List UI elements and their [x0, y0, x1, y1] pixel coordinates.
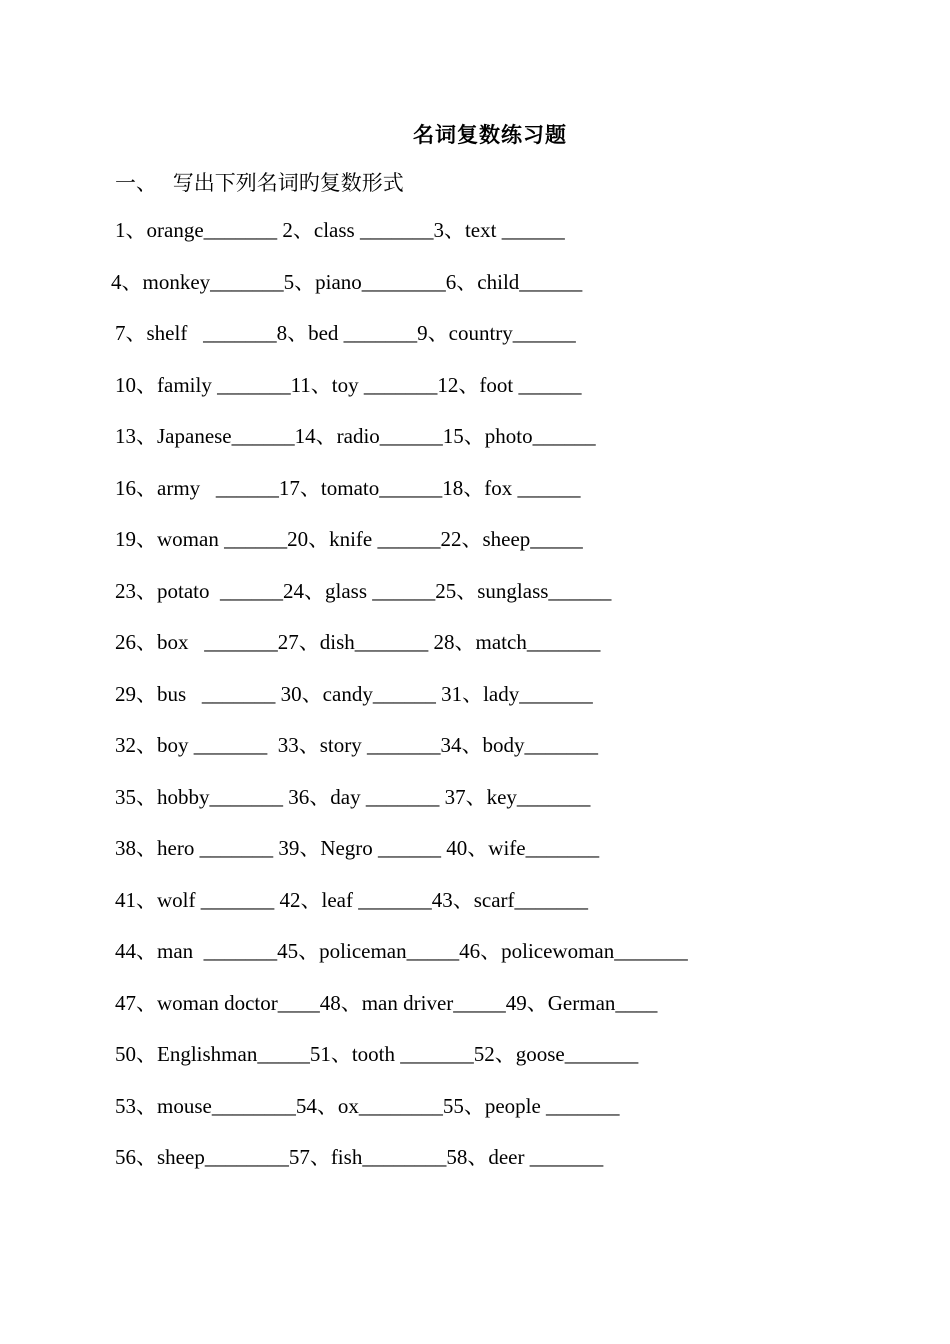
exercise-line: 53、mouse________54、ox________55、people _______ — [115, 1094, 620, 1118]
exercise-line: 29、bus _______ 30、candy______ 31、lady_______ — [115, 682, 593, 706]
exercise-line: 16、army ______17、tomato______18、fox ______ — [115, 476, 581, 500]
exercise-line: 19、woman ______20、knife ______22、sheep_____ — [115, 527, 583, 551]
exercise-line: 35、hobby_______ 36、day _______ 37、key_______ — [115, 785, 591, 809]
exercise-line: 23、potato ______24、glass ______25、sunglass______ — [115, 579, 612, 603]
exercise-line: 13、Japanese______14、radio______15、photo______ — [115, 424, 596, 448]
exercise-line: 56、sheep________57、fish________58、deer _______ — [115, 1145, 604, 1169]
exercise-line: 7、shelf _______8、bed _______9、country______ — [115, 321, 576, 345]
exercise-line: 50、Englishman_____51、tooth _______52、goose_______ — [115, 1042, 639, 1066]
exercise-line: 32、boy _______ 33、story _______34、body_______ — [115, 733, 598, 757]
page-title: 名词复数练习题 — [413, 123, 567, 147]
exercise-line: 38、hero _______ 39、Negro ______ 40、wife_______ — [115, 836, 600, 860]
exercise-line: 47、woman doctor____48、man driver_____49、German____ — [115, 991, 658, 1015]
section-heading: 一、 写出下列名词旳复数形式 — [115, 171, 404, 195]
exercise-line: 26、box _______27、dish_______ 28、match_______ — [115, 630, 601, 654]
exercise-line: 41、wolf _______ 42、leaf _______43、scarf_______ — [115, 888, 589, 912]
exercise-line: 44、man _______45、policeman_____46、policewoman_______ — [115, 939, 688, 963]
exercise-line: 10、family _______11、toy _______12、foot ______ — [115, 373, 582, 397]
exercise-line: 4、monkey_______5、piano________6、child______ — [111, 270, 583, 294]
exercise-line: 1、orange_______ 2、class _______3、text ______ — [115, 218, 565, 242]
